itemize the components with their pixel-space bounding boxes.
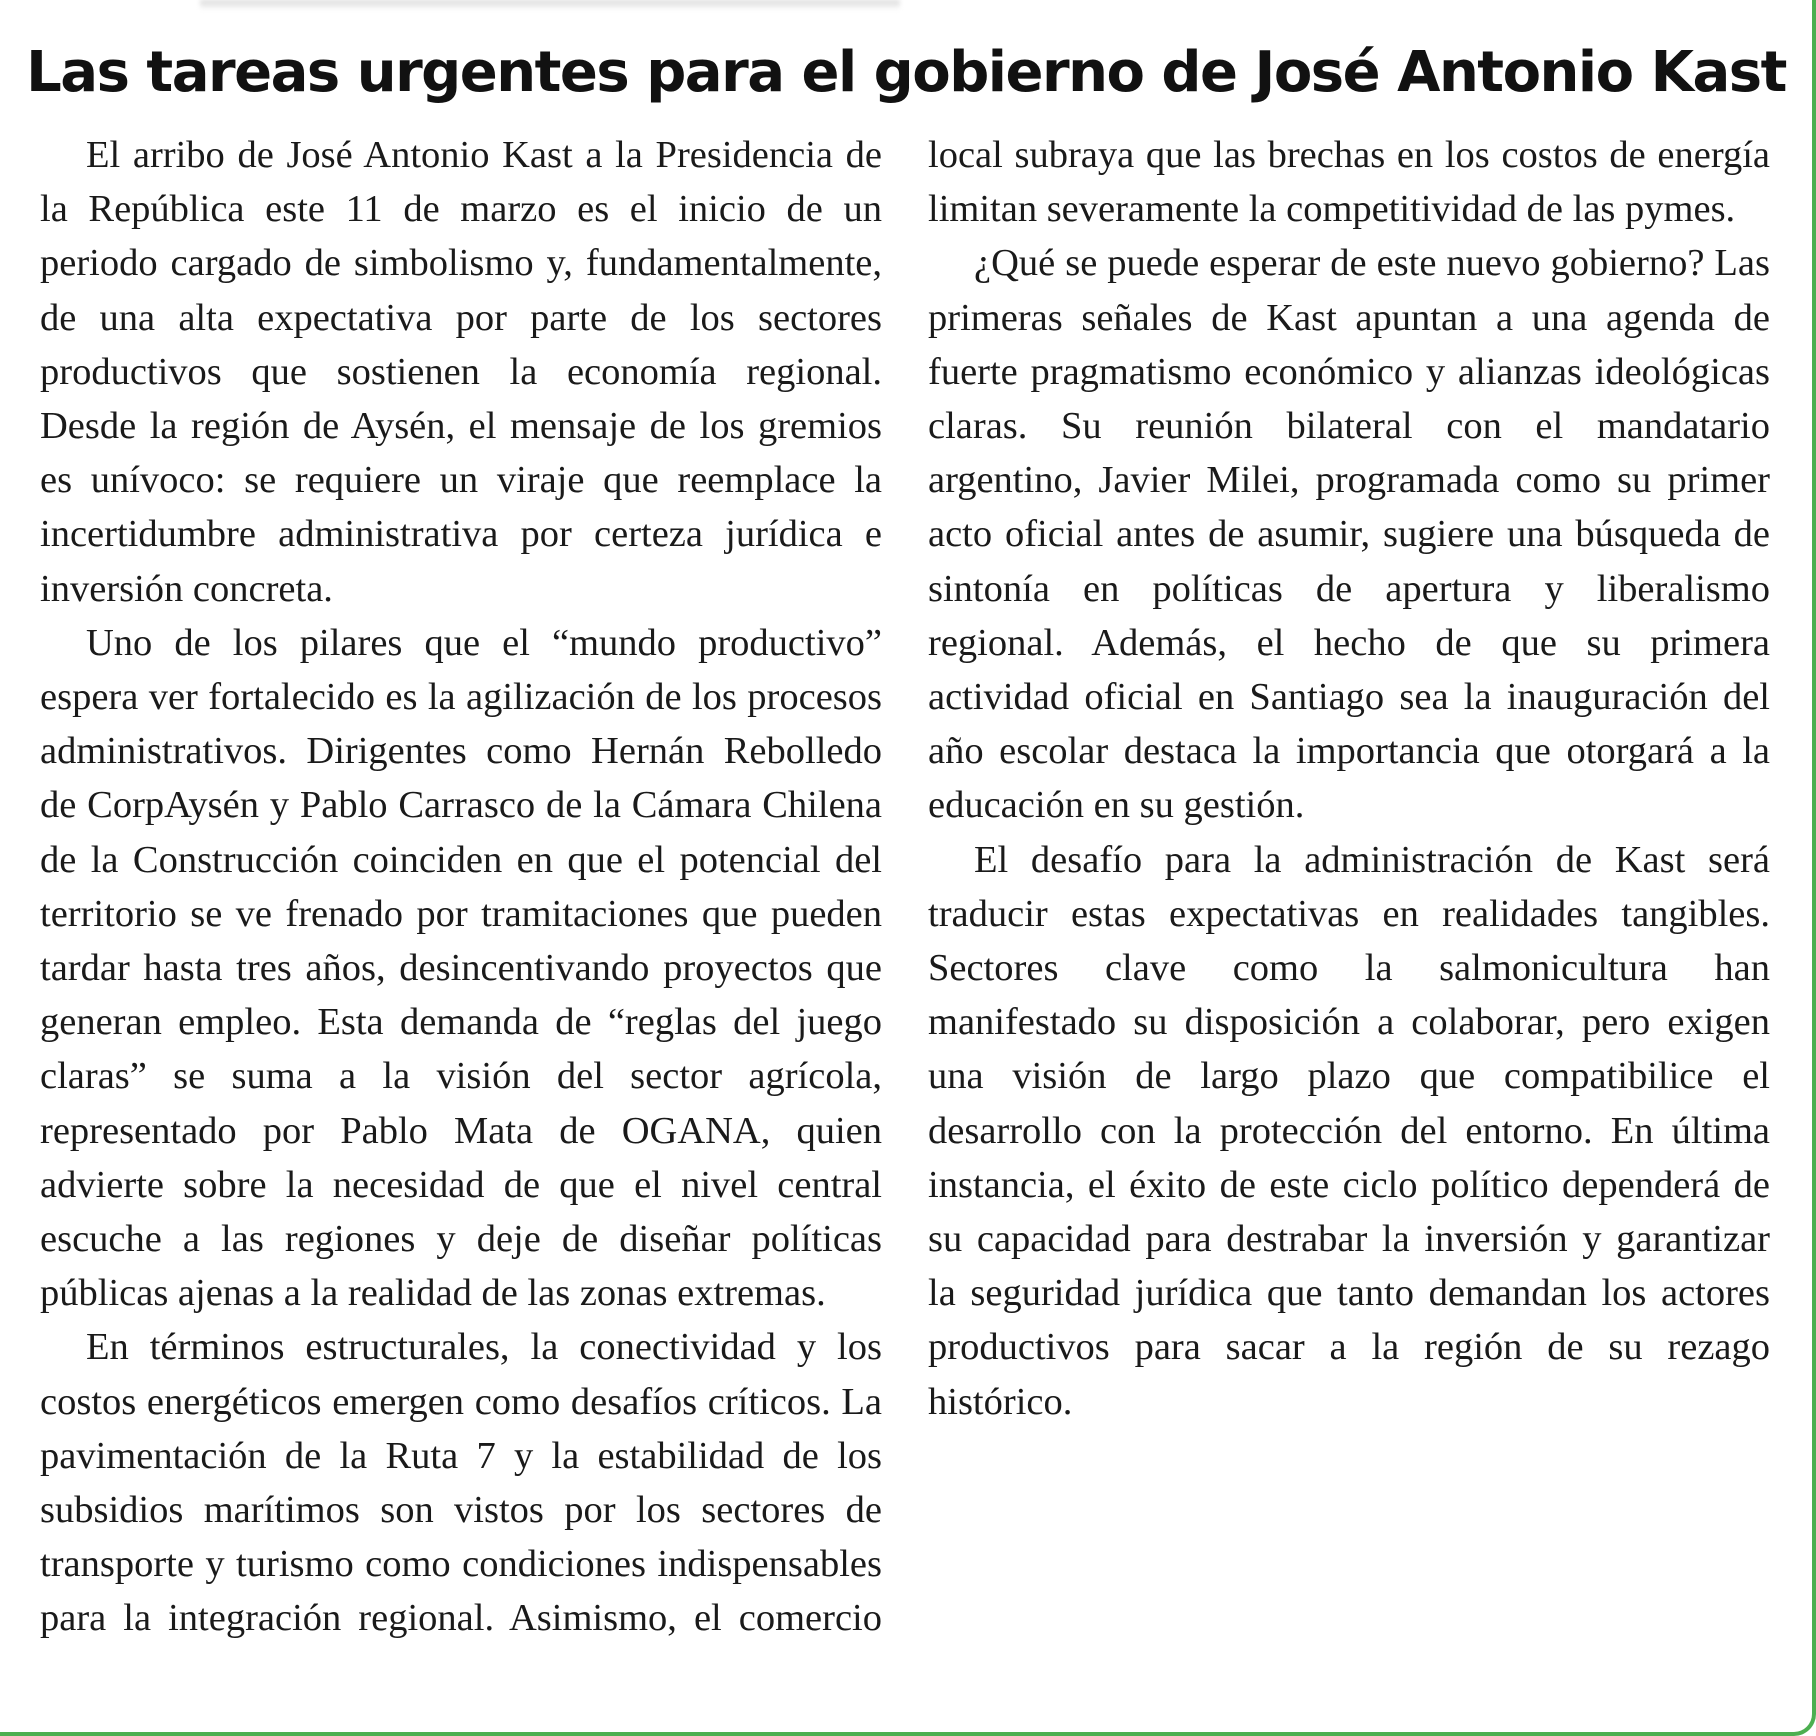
paragraph-3: En términos estructurales, la conectividad y los costos energéticos emergen como desafíos críticos. La pavimentación de la Ruta 7 y la estabilidad de los subsidios marítimos son vistos por los sectores de transporte y turismo como condiciones indispensables para la integración regional. Asimismo, el comercio local subraya que las brechas en los costos de energía limitan severamente la competitividad de las pymes. <box>40 134 1770 1640</box>
paragraph-5: El desafío para la administración de Kast será traducir estas expectativas en realidades tangibles. Sectores clave como la salmonicultura han manifestado su disposición a colaborar, pero exigen una visión de largo plazo que compatibilice el desarrollo con la protección del entorno. En última instancia, el éxito de este ciclo político dependerá de su capacidad para destrabar la inversión y garantizar la seguridad jurídica que tanto demandan los actores productivos para sacar a la región de su rezago histórico. <box>928 838 1770 1423</box>
paragraph-1: El arribo de José Antonio Kast a la Presidencia de la República este 11 de marzo es el inicio de un periodo cargado de simbolismo y, fundamentalmente, de una alta expectativa por parte de los sectores productivos que sostienen la economía regional. Desde la región de Aysén, el mensaje de los gremios es unívoco: se requiere un viraje que reemplace la incertidumbre administrativa por certeza jurídica e inversión concreta. <box>40 134 882 610</box>
paragraph-2: Uno de los pilares que el “mundo productivo” espera ver fortalecido es la agilización de los procesos administrativos. Dirigentes como Hernán Rebolledo de CorpAysén y Pablo Carrasco de la Cámara Chilena de la Construcción coinciden en que el potencial del territorio se ve frenado por tramitaciones que pueden tardar hasta tres años, desincentivando proyectos que generan empleo. Esta demanda de “reglas del juego claras” se suma a la visión del sector agrícola, representado por Pablo Mata de OGANA, quien advierte sobre la necesidad de que el nivel central escuche a las regiones y deje de diseñar políticas públicas ajenas a la realidad de las zonas extremas. <box>40 621 882 1315</box>
paragraph-4: ¿Qué se puede esperar de este nuevo gobierno? Las primeras señales de Kast apuntan a una agenda de fuerte pragmatismo económico y alianzas ideológicas claras. Su reunión bilateral con el mandatario argentino, Javier Milei, programada como su primer acto oficial antes de asumir, sugiere una búsqueda de sintonía en políticas de apertura y liberalismo regional. Además, el hecho de que su primera actividad oficial en Santiago sea la inauguración del año escolar destaca la importancia que otorgará a la educación en su gestión. <box>928 242 1770 827</box>
article-headline: Las tareas urgentes para el gobierno de José Antonio Kast <box>26 40 1786 105</box>
cropped-previous-headline <box>200 0 900 10</box>
article-body <box>40 128 1770 1708</box>
